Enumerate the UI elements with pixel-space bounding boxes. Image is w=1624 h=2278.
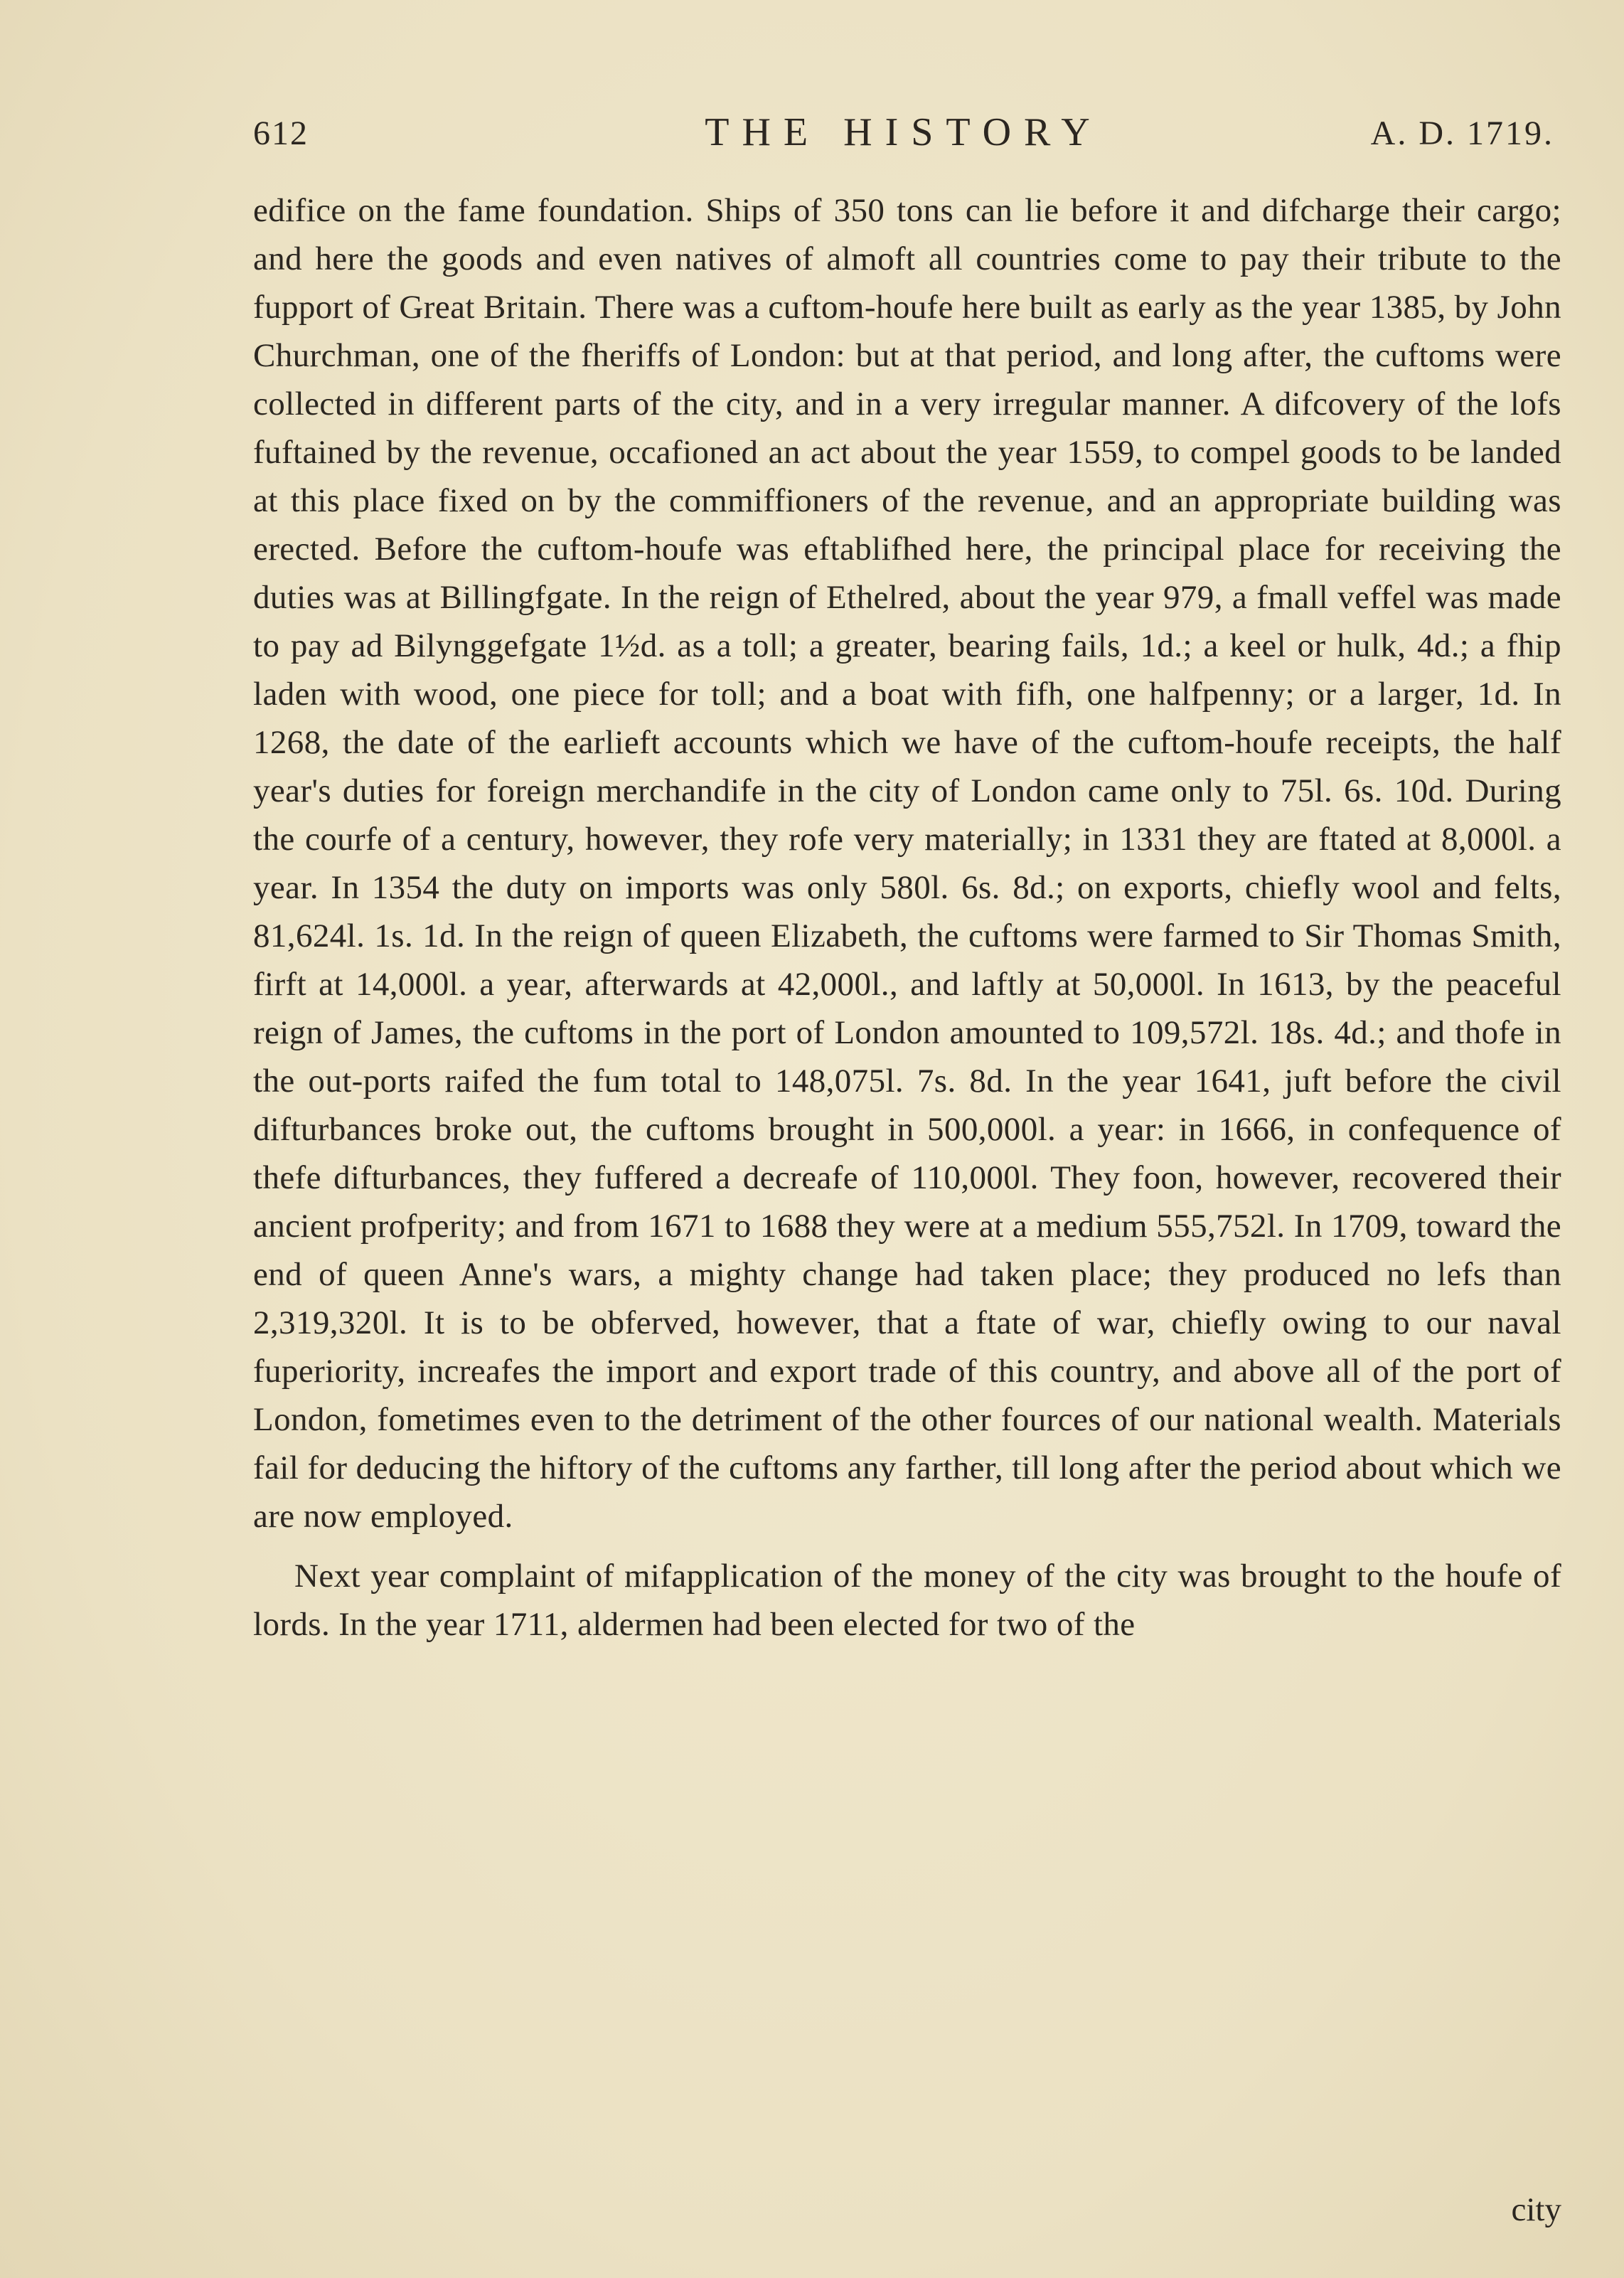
- paragraph: Next year complaint of mifapplication of the money of the city was brought to the houfe of lords. In the year 1711, aldermen had been elected for two of the: [253, 1558, 1561, 1643]
- body-text: [253, 186, 1561, 1649]
- running-title: THE HISTORY: [705, 110, 1103, 154]
- paragraph: edifice on the fame foundation. Ships of 350 tons can lie before it and difcharge their cargo; and here the goods and even natives of almoft all countries come to pay their tribute to the fupport of Great Britain. There was a cuftom-houfe here built as early as the year 1385, by John Churchman, one of the fheriffs of London: but at that period, and long after, the cuftoms were collected in different parts of the city, and in a very irregular manner. A difcovery of the lofs fuftained by the revenue, occafioned an act about the year 1559, to compel goods to be landed at this place fixed on by the commiffioners of the revenue, and an appropriate building was erected. Before the cuftom-houfe was eftablifhed here, the principal place for receiving the duties was at Billingfgate. In the reign of Ethelred, about the year 979, a fmall veffel was made to pay ad Bilynggefgate 1½d. as a toll; a greater, bearing fails, 1d.; a keel or hulk, 4d.; a fhip laden with wood, one piece for toll; and a boat with fifh, one halfpenny; or a larger, 1d. In 1268, the date of the earlieft accounts which we have of the cuftom-houfe receipts, the half year's duties for foreign merchandife in the city of London came only to 75l. 6s. 10d. During the courfe of a century, however, they rofe very materially; in 1331 they are ftated at 8,000l. a year. In 1354 the duty on imports was only 580l. 6s. 8d.; on exports, chiefly wool and felts, 81,624l. 1s. 1d. In the reign of queen Elizabeth, the cuftoms were farmed to Sir Thomas Smith, firft at 14,000l. a year, afterwards at 42,000l., and laftly at 50,000l. In 1613, by the peaceful reign of James, the cuftoms in the port of London amounted to 109,572l. 18s. 4d.; and thofe in the out-ports raifed the fum total to 148,075l. 7s. 8d. In the year 1641, juft before the civil difturbances broke out, the cuftoms brought in 500,000l. a year: in 1666, in confequence of thefe difturbances, they fuffered a decreafe of 110,000l. They foon, however, recovered their ancient profperity; and from 1671 to 1688 they were at a medium 555,752l. In 1709, toward the end of queen Anne's wars, a mighty change had taken place; they produced no lefs than 2,319,320l. It is to be obferved, however, that a ftate of war, chiefly owing to our naval fuperiority, increafes the import and export trade of this country, and above all of the port of London, fometimes even to the detriment of the other fources of our national wealth. Materials fail for deducing the hiftory of the cuftoms any farther, till long after the period about which we are now employed.: [253, 192, 1561, 1535]
- catchword: city: [1511, 2191, 1561, 2228]
- header-date: A. D. 1719.: [1370, 115, 1554, 152]
- page-header: [253, 110, 1554, 171]
- page-number: 612: [253, 115, 309, 152]
